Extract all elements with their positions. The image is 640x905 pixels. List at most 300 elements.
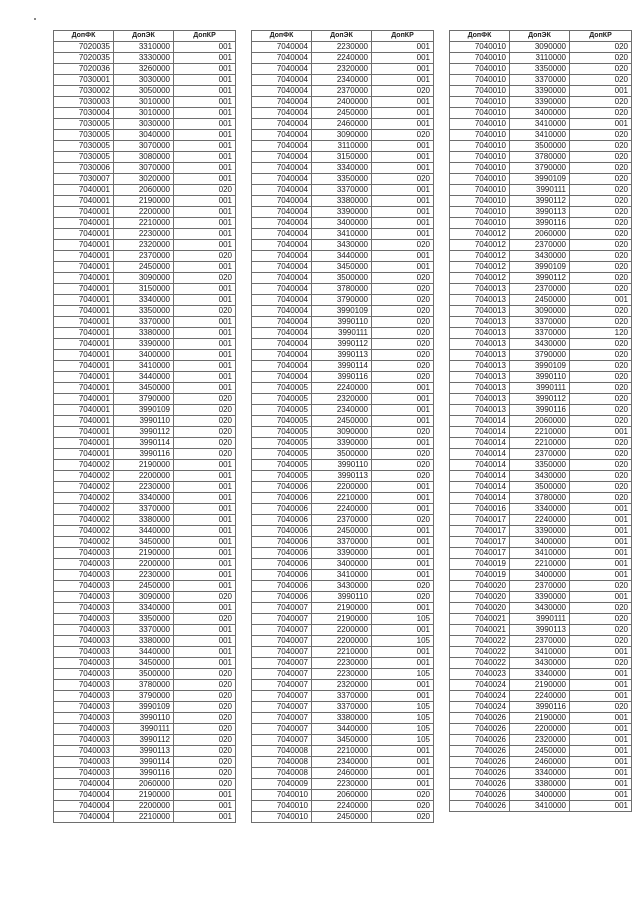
table-row [54, 515, 236, 526]
cell-dopek: 3350000 [312, 174, 372, 185]
table-row [252, 812, 434, 823]
cell-dopkr: 001 [174, 790, 236, 801]
cell-dopek: 3500000 [510, 482, 570, 493]
cell-dopek: 2460000 [312, 119, 372, 130]
table-row [54, 240, 236, 251]
cell-dopfk: 7040001 [54, 438, 114, 449]
cell-dopkr: 001 [372, 394, 434, 405]
table-row [450, 768, 632, 779]
table-row [54, 119, 236, 130]
table-row [252, 152, 434, 163]
cell-dopek: 3990109 [510, 174, 570, 185]
table-row [54, 251, 236, 262]
table-row [252, 592, 434, 603]
cell-dopek: 3410000 [510, 548, 570, 559]
cell-dopkr: 001 [372, 438, 434, 449]
cell-dopfk: 7040001 [54, 449, 114, 460]
cell-dopek: 3990116 [114, 449, 174, 460]
cell-dopek: 3070000 [114, 163, 174, 174]
table-row [252, 757, 434, 768]
cell-dopkr: 001 [372, 108, 434, 119]
table-row [450, 636, 632, 647]
table-row [450, 801, 632, 812]
cell-dopkr: 001 [174, 295, 236, 306]
cell-dopek: 2370000 [312, 86, 372, 97]
cell-dopfk: 7040007 [252, 735, 312, 746]
cell-dopfk: 7040001 [54, 284, 114, 295]
cell-dopkr: 001 [174, 130, 236, 141]
cell-dopkr: 020 [570, 438, 632, 449]
cell-dopek: 3990116 [114, 768, 174, 779]
cell-dopfk: 7040003 [54, 647, 114, 658]
cell-dopfk: 7040006 [252, 504, 312, 515]
table-row [54, 493, 236, 504]
cell-dopfk: 7040004 [252, 328, 312, 339]
cell-dopfk: 7040001 [54, 405, 114, 416]
cell-dopek: 3500000 [510, 141, 570, 152]
cell-dopfk: 7020035 [54, 42, 114, 53]
cell-dopkr: 001 [570, 559, 632, 570]
cell-dopfk: 7040013 [450, 339, 510, 350]
cell-dopek: 3990109 [312, 306, 372, 317]
cell-dopkr: 001 [372, 53, 434, 64]
table-row [252, 64, 434, 75]
cell-dopek: 2230000 [312, 42, 372, 53]
cell-dopfk: 7040001 [54, 207, 114, 218]
cell-dopkr: 020 [174, 438, 236, 449]
cell-dopek: 3340000 [312, 163, 372, 174]
cell-dopek: 2450000 [312, 416, 372, 427]
cell-dopek: 3990113 [312, 471, 372, 482]
cell-dopek: 2450000 [510, 746, 570, 757]
table-row [54, 625, 236, 636]
cell-dopek: 2230000 [312, 658, 372, 669]
cell-dopek: 2230000 [114, 570, 174, 581]
cell-dopek: 2370000 [510, 240, 570, 251]
cell-dopkr: 020 [570, 614, 632, 625]
cell-dopkr: 020 [174, 779, 236, 790]
cell-dopfk: 7040001 [54, 361, 114, 372]
cell-dopfk: 7040013 [450, 317, 510, 328]
cell-dopkr: 020 [570, 416, 632, 427]
table-row [450, 570, 632, 581]
cell-dopfk: 7040008 [252, 746, 312, 757]
cell-dopfk: 7040004 [252, 75, 312, 86]
cell-dopfk: 7040003 [54, 757, 114, 768]
table-row [450, 273, 632, 284]
table-row [450, 438, 632, 449]
cell-dopfk: 7040002 [54, 482, 114, 493]
cell-dopfk: 7040012 [450, 229, 510, 240]
table-row [54, 141, 236, 152]
cell-dopek: 2450000 [312, 108, 372, 119]
table-row [54, 614, 236, 625]
table-row [54, 724, 236, 735]
cell-dopkr: 001 [372, 625, 434, 636]
cell-dopek: 3990113 [510, 625, 570, 636]
cell-dopek: 2060000 [510, 416, 570, 427]
cell-dopkr: 001 [174, 174, 236, 185]
cell-dopkr: 001 [372, 405, 434, 416]
cell-dopfk: 7040003 [54, 658, 114, 669]
cell-dopkr: 020 [570, 64, 632, 75]
codes-table-left [53, 30, 236, 823]
table-row [54, 185, 236, 196]
header-row [252, 31, 434, 42]
table-row [54, 328, 236, 339]
cell-dopfk: 7040005 [252, 427, 312, 438]
cell-dopek: 3260000 [114, 64, 174, 75]
table-row [450, 75, 632, 86]
cell-dopek: 3780000 [510, 152, 570, 163]
table-row [54, 768, 236, 779]
cell-dopek: 3390000 [510, 592, 570, 603]
cell-dopfk: 7040004 [54, 779, 114, 790]
cell-dopek: 3370000 [114, 317, 174, 328]
cell-dopek: 3990116 [312, 372, 372, 383]
cell-dopek: 2210000 [510, 438, 570, 449]
table-row [450, 471, 632, 482]
cell-dopek: 3310000 [114, 42, 174, 53]
table-row [450, 306, 632, 317]
table-row [54, 174, 236, 185]
table-row [252, 735, 434, 746]
table-row [450, 394, 632, 405]
cell-dopkr: 001 [372, 416, 434, 427]
cell-dopkr: 001 [174, 64, 236, 75]
cell-dopek: 3450000 [312, 262, 372, 273]
cell-dopfk: 7040004 [252, 372, 312, 383]
cell-dopkr: 001 [372, 504, 434, 515]
cell-dopfk: 7040012 [450, 251, 510, 262]
cell-dopkr: 105 [372, 702, 434, 713]
cell-dopkr: 020 [570, 636, 632, 647]
cell-dopfk: 7040004 [252, 108, 312, 119]
cell-dopkr: 001 [174, 361, 236, 372]
cell-dopfk: 7040014 [450, 438, 510, 449]
cell-dopkr: 105 [372, 614, 434, 625]
cell-dopkr: 020 [372, 295, 434, 306]
cell-dopfk: 7040010 [450, 152, 510, 163]
cell-dopek: 3370000 [312, 702, 372, 713]
cell-dopek: 3340000 [114, 295, 174, 306]
cell-dopkr: 020 [570, 262, 632, 273]
cell-dopfk: 7040020 [450, 592, 510, 603]
table-row [54, 273, 236, 284]
cell-dopkr: 001 [372, 570, 434, 581]
cell-dopfk: 7040013 [450, 306, 510, 317]
cell-dopkr: 001 [174, 196, 236, 207]
cell-dopkr: 001 [174, 812, 236, 823]
table-row [54, 207, 236, 218]
cell-dopfk: 7040006 [252, 548, 312, 559]
cell-dopkr: 020 [174, 405, 236, 416]
table-row [450, 757, 632, 768]
cell-dopfk: 7040003 [54, 548, 114, 559]
codes-table-right [449, 30, 632, 812]
cell-dopek: 3990116 [510, 405, 570, 416]
cell-dopfk: 7040002 [54, 460, 114, 471]
cell-dopfk: 7040010 [450, 97, 510, 108]
cell-dopkr: 020 [372, 339, 434, 350]
cell-dopek: 3410000 [312, 229, 372, 240]
cell-dopfk: 7040003 [54, 702, 114, 713]
cell-dopfk: 7040006 [252, 581, 312, 592]
cell-dopfk: 7040001 [54, 218, 114, 229]
cell-dopkr: 020 [570, 273, 632, 284]
table-row [54, 647, 236, 658]
cell-dopek: 2190000 [510, 713, 570, 724]
table-row [450, 141, 632, 152]
cell-dopek: 3990109 [114, 702, 174, 713]
cell-dopfk: 7040021 [450, 614, 510, 625]
table-row [450, 42, 632, 53]
cell-dopek: 3430000 [510, 471, 570, 482]
cell-dopek: 3790000 [510, 350, 570, 361]
cell-dopfk: 7040014 [450, 449, 510, 460]
table-row [252, 108, 434, 119]
cell-dopek: 3340000 [510, 504, 570, 515]
cell-dopkr: 020 [372, 471, 434, 482]
cell-dopfk: 7030005 [54, 141, 114, 152]
cell-dopek: 3150000 [312, 152, 372, 163]
cell-dopek: 3990113 [510, 207, 570, 218]
table-row [54, 438, 236, 449]
cell-dopek: 3990114 [312, 361, 372, 372]
cell-dopfk: 7040006 [252, 592, 312, 603]
cell-dopfk: 7040026 [450, 768, 510, 779]
cell-dopek: 2190000 [510, 680, 570, 691]
table-row [450, 449, 632, 460]
cell-dopek: 3990113 [312, 350, 372, 361]
cell-dopek: 2200000 [312, 482, 372, 493]
cell-dopek: 2240000 [510, 691, 570, 702]
table-row [54, 317, 236, 328]
table-row [450, 152, 632, 163]
cell-dopek: 2370000 [114, 251, 174, 262]
table-row [252, 647, 434, 658]
cell-dopek: 3500000 [312, 273, 372, 284]
cell-dopek: 3990113 [114, 746, 174, 757]
cell-dopek: 3090000 [114, 592, 174, 603]
cell-dopfk: 7040002 [54, 471, 114, 482]
cell-dopkr: 020 [570, 405, 632, 416]
cell-dopkr: 020 [570, 383, 632, 394]
cell-dopfk: 7040013 [450, 383, 510, 394]
cell-dopkr: 001 [570, 735, 632, 746]
cell-dopek: 3430000 [312, 581, 372, 592]
cell-dopek: 3350000 [114, 306, 174, 317]
cell-dopek: 2340000 [312, 75, 372, 86]
cell-dopek: 3990111 [510, 185, 570, 196]
table-row [450, 779, 632, 790]
cell-dopkr: 020 [570, 482, 632, 493]
cell-dopek: 3990110 [312, 317, 372, 328]
table-row [252, 339, 434, 350]
cell-dopkr: 001 [372, 119, 434, 130]
cell-dopkr: 001 [174, 636, 236, 647]
cell-dopfk: 7040007 [252, 603, 312, 614]
table-row [450, 669, 632, 680]
cell-dopfk: 7030006 [54, 163, 114, 174]
cell-dopfk: 7040014 [450, 471, 510, 482]
table-row [252, 438, 434, 449]
table-row [252, 570, 434, 581]
cell-dopek: 2370000 [510, 636, 570, 647]
cell-dopkr: 020 [570, 251, 632, 262]
table-row [252, 504, 434, 515]
cell-dopek: 2190000 [114, 460, 174, 471]
cell-dopek: 2210000 [510, 559, 570, 570]
cell-dopek: 3450000 [114, 537, 174, 548]
cell-dopfk: 7040004 [252, 273, 312, 284]
cell-dopfk: 7040013 [450, 372, 510, 383]
cell-dopek: 2240000 [312, 801, 372, 812]
cell-dopkr: 001 [570, 570, 632, 581]
cell-dopfk: 7040004 [252, 196, 312, 207]
cell-dopkr: 001 [174, 350, 236, 361]
cell-dopfk: 7040013 [450, 284, 510, 295]
cell-dopkr: 001 [570, 592, 632, 603]
cell-dopfk: 7040009 [252, 779, 312, 790]
cell-dopfk: 7030005 [54, 152, 114, 163]
table-row [450, 86, 632, 97]
cell-dopek: 3990110 [510, 372, 570, 383]
cell-dopfk: 7040019 [450, 559, 510, 570]
cell-dopkr: 001 [174, 119, 236, 130]
cell-dopfk: 7040024 [450, 702, 510, 713]
cell-dopkr: 020 [570, 372, 632, 383]
cell-dopfk: 7040005 [252, 394, 312, 405]
cell-dopfk: 7040002 [54, 526, 114, 537]
cell-dopek: 2210000 [114, 218, 174, 229]
cell-dopkr: 020 [570, 196, 632, 207]
cell-dopek: 2370000 [510, 284, 570, 295]
table-row [54, 746, 236, 757]
table-row [54, 295, 236, 306]
table-row [54, 405, 236, 416]
cell-dopek: 2200000 [114, 207, 174, 218]
cell-dopkr: 020 [570, 97, 632, 108]
cell-dopek: 2210000 [312, 493, 372, 504]
cell-dopek: 2230000 [312, 779, 372, 790]
table-row [252, 702, 434, 713]
cell-dopkr: 001 [372, 658, 434, 669]
cell-dopek: 2190000 [114, 196, 174, 207]
table-row [252, 471, 434, 482]
cell-dopkr: 020 [174, 306, 236, 317]
cell-dopfk: 7040005 [252, 449, 312, 460]
cell-dopfk: 7040002 [54, 493, 114, 504]
cell-dopek: 2200000 [114, 559, 174, 570]
cell-dopkr: 001 [174, 581, 236, 592]
cell-dopfk: 7040026 [450, 801, 510, 812]
table-row [252, 306, 434, 317]
cell-dopkr: 020 [174, 735, 236, 746]
cell-dopkr: 020 [174, 394, 236, 405]
cell-dopek: 2200000 [114, 801, 174, 812]
cell-dopkr: 020 [174, 746, 236, 757]
cell-dopfk: 7040026 [450, 779, 510, 790]
cell-dopkr: 020 [372, 592, 434, 603]
cell-dopfk: 7040003 [54, 636, 114, 647]
cell-dopek: 2370000 [510, 449, 570, 460]
table-row [450, 658, 632, 669]
codes-table-middle [251, 30, 434, 823]
cell-dopkr: 020 [372, 240, 434, 251]
cell-dopfk: 7040007 [252, 647, 312, 658]
cell-dopek: 2450000 [510, 295, 570, 306]
cell-dopkr: 001 [174, 372, 236, 383]
table-row [450, 515, 632, 526]
cell-dopfk: 7040010 [450, 64, 510, 75]
cell-dopkr: 001 [372, 647, 434, 658]
cell-dopkr: 001 [372, 152, 434, 163]
cell-dopek: 3990110 [114, 416, 174, 427]
table-row [252, 482, 434, 493]
cell-dopfk: 7040003 [54, 680, 114, 691]
cell-dopek: 3990116 [510, 702, 570, 713]
cell-dopfk: 7040001 [54, 306, 114, 317]
cell-dopfk: 7040024 [450, 691, 510, 702]
cell-dopkr: 001 [570, 647, 632, 658]
cell-dopek: 3020000 [114, 174, 174, 185]
header-dopfk: ДопФК [54, 31, 114, 42]
cell-dopkr: 020 [174, 185, 236, 196]
table-row [54, 53, 236, 64]
cell-dopkr: 001 [570, 119, 632, 130]
cell-dopfk: 7040003 [54, 669, 114, 680]
cell-dopfk: 7040006 [252, 559, 312, 570]
table-row [54, 559, 236, 570]
table-row [252, 97, 434, 108]
cell-dopek: 2450000 [312, 526, 372, 537]
cell-dopfk: 7040005 [252, 383, 312, 394]
cell-dopfk: 7040013 [450, 394, 510, 405]
cell-dopfk: 7040010 [450, 185, 510, 196]
cell-dopfk: 7040012 [450, 240, 510, 251]
cell-dopfk: 7040003 [54, 559, 114, 570]
cell-dopkr: 001 [174, 75, 236, 86]
table-row [450, 130, 632, 141]
cell-dopek: 3350000 [114, 614, 174, 625]
cell-dopkr: 001 [372, 218, 434, 229]
cell-dopkr: 001 [174, 284, 236, 295]
table-row [450, 625, 632, 636]
cell-dopek: 3340000 [114, 603, 174, 614]
cell-dopkr: 001 [174, 526, 236, 537]
cell-dopkr: 020 [570, 163, 632, 174]
table-row [252, 581, 434, 592]
cell-dopkr: 020 [372, 317, 434, 328]
header-dopek: ДопЭК [510, 31, 570, 42]
table-row [252, 713, 434, 724]
cell-dopek: 3430000 [510, 603, 570, 614]
cell-dopek: 3790000 [114, 691, 174, 702]
cell-dopkr: 020 [570, 460, 632, 471]
cell-dopfk: 7040010 [252, 801, 312, 812]
table-row [54, 790, 236, 801]
cell-dopek: 3350000 [510, 64, 570, 75]
cell-dopkr: 020 [174, 680, 236, 691]
cell-dopek: 3430000 [510, 251, 570, 262]
cell-dopfk: 7040017 [450, 548, 510, 559]
table-row [252, 625, 434, 636]
cell-dopkr: 001 [372, 97, 434, 108]
table-row [54, 196, 236, 207]
table-row [450, 691, 632, 702]
table-row [450, 262, 632, 273]
